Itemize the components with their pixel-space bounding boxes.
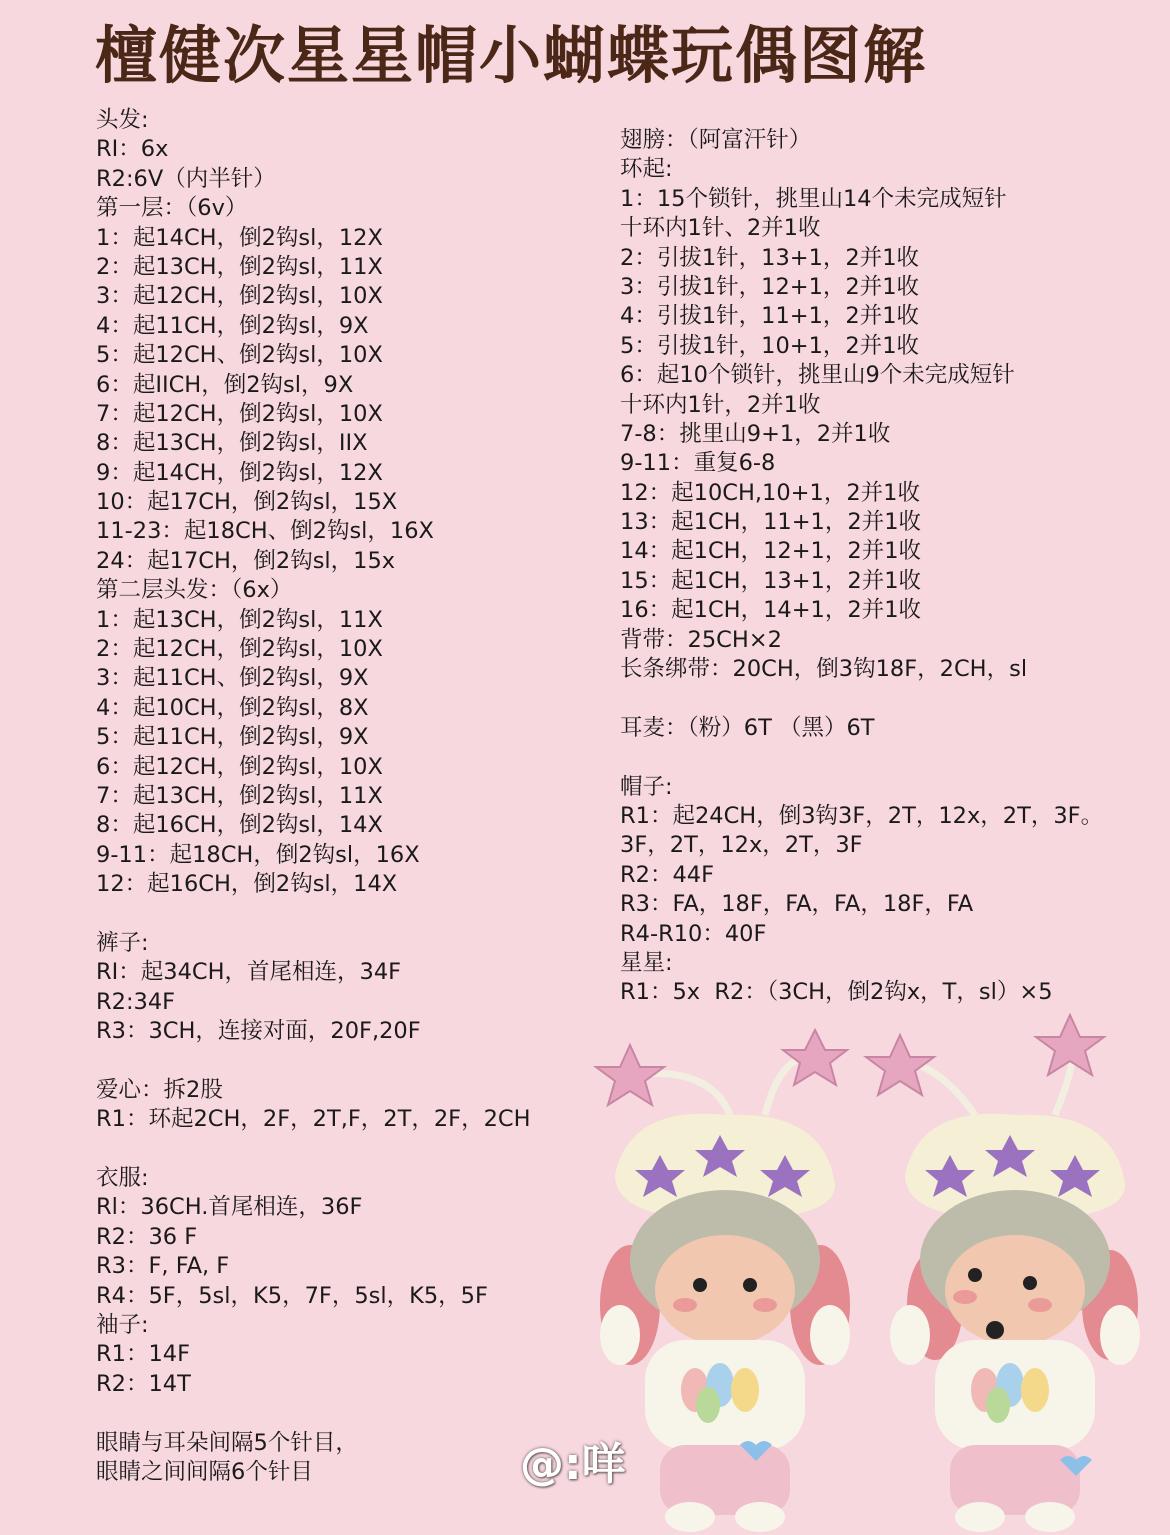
right-column — [620, 126, 1103, 1008]
pattern-line: 3：引拔1针，12+1，2并1收 — [620, 273, 920, 300]
pattern-line: 裤子: — [96, 929, 149, 956]
pattern-line: 9-11：重复6-8 — [620, 450, 776, 477]
pattern-line: 13：起1CH，11+1，2并1收 — [620, 509, 922, 536]
pattern-line: 4：起10CH，倒2钩sl，8X — [96, 694, 369, 721]
pattern-line: 3F，2T，12x，2T，3F — [620, 832, 863, 859]
pattern-line: 1：15个锁针，挑里山14个未完成短针 — [620, 185, 1007, 212]
pattern-line: 8：起16CH，倒2钩sl，14X — [96, 812, 383, 839]
doll-right-image — [866, 1015, 1140, 1532]
pattern-line: R1：5x R2：（3CH，倒2钩x，T，sl）×5 — [620, 979, 1053, 1006]
pattern-line: 24：起17CH，倒2钩sl，15x — [96, 547, 396, 574]
pattern-line: 1：起13CH，倒2钩sl，11X — [96, 606, 383, 633]
pattern-line: 5：引拔1针，10+1，2并1收 — [620, 332, 920, 359]
page-title: 檀健次星星帽小蝴蝶玩偶图解 — [95, 19, 928, 92]
pattern-line: 袖子: — [96, 1312, 149, 1339]
pattern-line: 环起: — [620, 156, 673, 183]
pattern-line: R4：5F，5sl，K5，7F，5sl，K5，5F — [96, 1282, 488, 1309]
pattern-line: 8：起13CH，倒2钩sl，IIX — [96, 430, 368, 457]
pattern-line: 长条绑带：20CH，倒3钩18F，2CH，sl — [620, 656, 1028, 683]
doll-left-image — [596, 1030, 850, 1532]
spacer — [620, 684, 1103, 713]
pattern-line: 2：引拔1针，13+1，2并1收 — [620, 244, 920, 271]
spacer — [96, 1047, 531, 1076]
pattern-line: 9：起14CH，倒2钩sl，12X — [96, 459, 383, 486]
pattern-line: R1：起24CH，倒3钩3F，2T，12x，2T，3F。 — [620, 802, 1104, 829]
pattern-line: RI：起34CH，首尾相连，34F — [96, 959, 402, 986]
pattern-line: 6：起10个锁针，挑里山9个未完成短针 — [620, 362, 1015, 389]
pattern-line: 3：起11CH、倒2钩sl，9X — [96, 665, 369, 692]
pattern-line: 7：起12CH，倒2钩sl，10X — [96, 400, 383, 427]
pattern-line: 5：起12CH、倒2钩sl，10X — [96, 342, 383, 369]
pattern-line: 爱心：拆2股 — [96, 1076, 223, 1103]
spacer — [96, 1399, 531, 1428]
pattern-line: 2：起12CH，倒2钩sl，10X — [96, 636, 383, 663]
pattern-line: R4-R10：40F — [620, 920, 767, 947]
pattern-line: 头发: — [96, 107, 149, 133]
pattern-line: 12：起10CH,10+1，2并1收 — [620, 479, 920, 506]
pattern-line: 7-8：挑里山9+1，2并1收 — [620, 420, 891, 447]
pattern-line: 9-11：起18CH，倒2钩sl，16X — [96, 841, 420, 868]
spacer — [620, 743, 1103, 772]
pattern-line: 衣服: — [96, 1165, 149, 1192]
pattern-line: 眼睛之间间隔6个针目 — [96, 1458, 313, 1485]
pattern-line: R2：44F — [620, 861, 715, 888]
pattern-line: R1：14F — [96, 1341, 191, 1368]
spacer — [96, 900, 531, 929]
pattern-line: R3：F, FA, F — [96, 1253, 230, 1280]
pattern-line: RI：6x — [96, 136, 169, 163]
pattern-line: Rl：36CH.首尾相连，36F — [96, 1194, 363, 1221]
pattern-line: 十环内1针，2并1收 — [620, 391, 821, 418]
pattern-line: 十环内1针、2并1收 — [620, 215, 821, 242]
pattern-line: R3：3CH，连接对面，20F,20F — [96, 1018, 421, 1045]
spacer — [96, 1135, 531, 1164]
pattern-line: 背带：25CH×2 — [620, 626, 782, 653]
pattern-line: R3：FA，18F，FA，FA，18F，FA — [620, 891, 974, 918]
pattern-line: 6：起12CH，倒2钩sl，10X — [96, 753, 383, 780]
left-column — [96, 106, 531, 1487]
pattern-line: 6：起IICH，倒2钩sl，9X — [96, 371, 354, 398]
pattern-line: 眼睛与耳朵间隔5个针目， — [96, 1429, 358, 1456]
pattern-line: 3：起12CH，倒2钩sl，10X — [96, 283, 383, 310]
pattern-line: 4：起11CH，倒2钩sl，9X — [96, 312, 369, 339]
pattern-line: 10：起17CH，倒2钩sl，15X — [96, 489, 398, 516]
pattern-line: R2：36 F — [96, 1223, 198, 1250]
pattern-line: 14：起1CH，12+1，2并1收 — [620, 538, 922, 565]
doll-photo — [590, 1005, 1170, 1535]
pattern-line: R1：环起2CH，2F，2T,F，2T，2F，2CH — [96, 1106, 531, 1133]
pattern-line: R2:34F — [96, 988, 176, 1015]
pattern-line: 11-23：起18CH、倒2钩sl，16X — [96, 518, 434, 545]
pattern-line: 耳麦：（粉）6T （黑）6T — [620, 714, 875, 741]
pattern-line: 第一层：（6v） — [96, 195, 248, 222]
pattern-line: 12：起16CH，倒2钩sl，14X — [96, 871, 398, 898]
pattern-line: 15：起1CH，13+1，2并1收 — [620, 567, 922, 594]
pattern-line: R2：14T — [96, 1370, 191, 1397]
pattern-line: 1：起14CH，倒2钩sl，12X — [96, 224, 383, 251]
pattern-line: 星星: — [620, 949, 673, 976]
pattern-line: 5：起11CH，倒2钩sl，9X — [96, 724, 369, 751]
pattern-line: 翅膀：（阿富汗针） — [620, 127, 812, 153]
pattern-line: 2：起13CH，倒2钩sl，11X — [96, 253, 383, 280]
pattern-line: R2:6V（内半针） — [96, 165, 276, 192]
pattern-line: 16：起1CH，14+1，2并1收 — [620, 597, 922, 624]
pattern-line: 7：起13CH，倒2钩sl，11X — [96, 782, 383, 809]
watermark: @:咩 — [520, 1439, 626, 1490]
pattern-line: 帽子: — [620, 773, 673, 800]
pattern-line: 第二层头发：（6x） — [96, 577, 293, 604]
pattern-line: 4：引拔1针，11+1，2并1收 — [620, 303, 920, 330]
